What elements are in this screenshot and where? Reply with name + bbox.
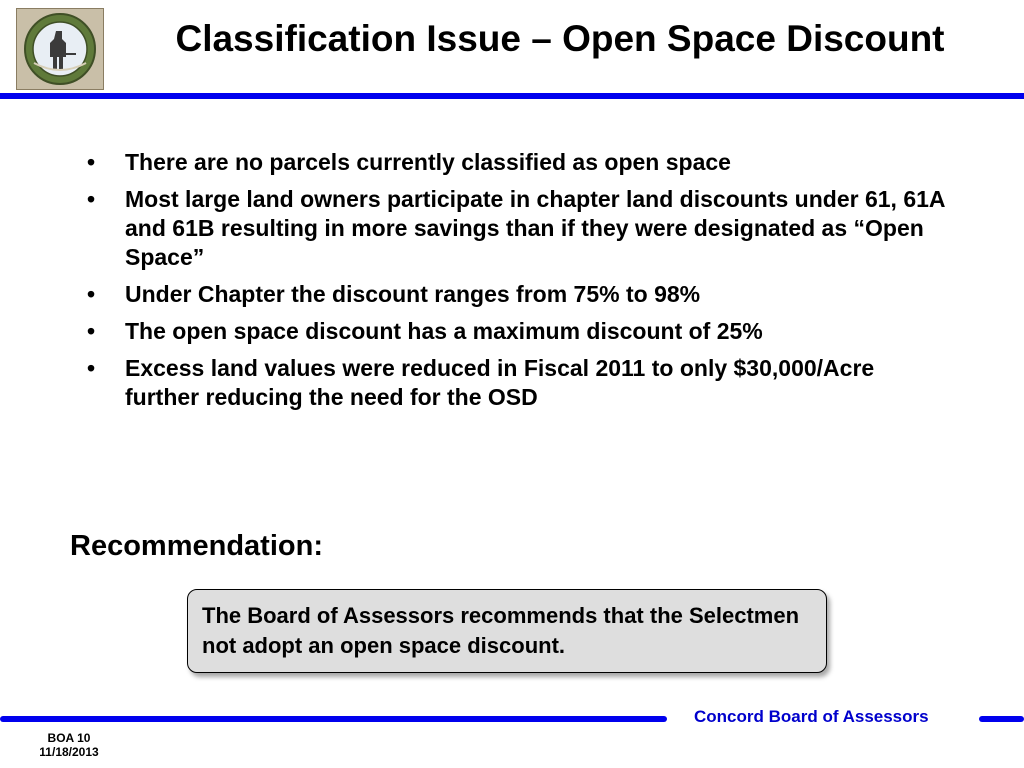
list-item	[85, 185, 945, 272]
town-seal-icon	[16, 8, 104, 90]
list-item	[85, 354, 945, 412]
list-item	[85, 317, 945, 346]
recommendation-box: The Board of Assessors recommends that the Selectmen not adopt an open space discount.	[187, 589, 827, 673]
bullet-text: Excess land values were reduced in Fiscal 2011 to only $30,000/Acre further reducing the need for the OSD	[125, 355, 875, 410]
seal-graphic	[20, 11, 100, 87]
organization-name: Concord Board of Assessors	[694, 707, 929, 726]
recommendation-heading: Recommendation:	[70, 530, 323, 562]
footer-divider-right	[979, 716, 1024, 722]
bullet-icon: •	[87, 355, 96, 381]
slide-date: 11/18/2013	[39, 745, 99, 759]
bullet-list	[85, 148, 945, 420]
bullet-icon: •	[87, 318, 96, 344]
list-item	[85, 148, 945, 177]
bullet-text: Under Chapter the discount ranges from 75% to 98%	[125, 281, 701, 307]
bullet-text: The open space discount has a maximum discount of 25%	[125, 318, 763, 344]
page-title: Classification Issue – Open Space Discount	[175, 18, 945, 59]
bullet-icon: •	[87, 186, 96, 212]
bullet-icon: •	[87, 281, 96, 307]
footer-divider-left	[0, 716, 667, 722]
header-divider	[0, 93, 1024, 99]
bullet-icon: •	[87, 149, 96, 175]
bullet-text: Most large land owners participate in chapter land discounts under 61, 61A and 61B resulting in more savings than if they were designated as “Open Space”	[125, 186, 945, 270]
bullet-text: There are no parcels currently classified as open space	[125, 149, 731, 175]
slide-number: BOA 10	[47, 731, 91, 745]
slide-footer-label	[0, 731, 138, 759]
list-item	[85, 280, 945, 309]
